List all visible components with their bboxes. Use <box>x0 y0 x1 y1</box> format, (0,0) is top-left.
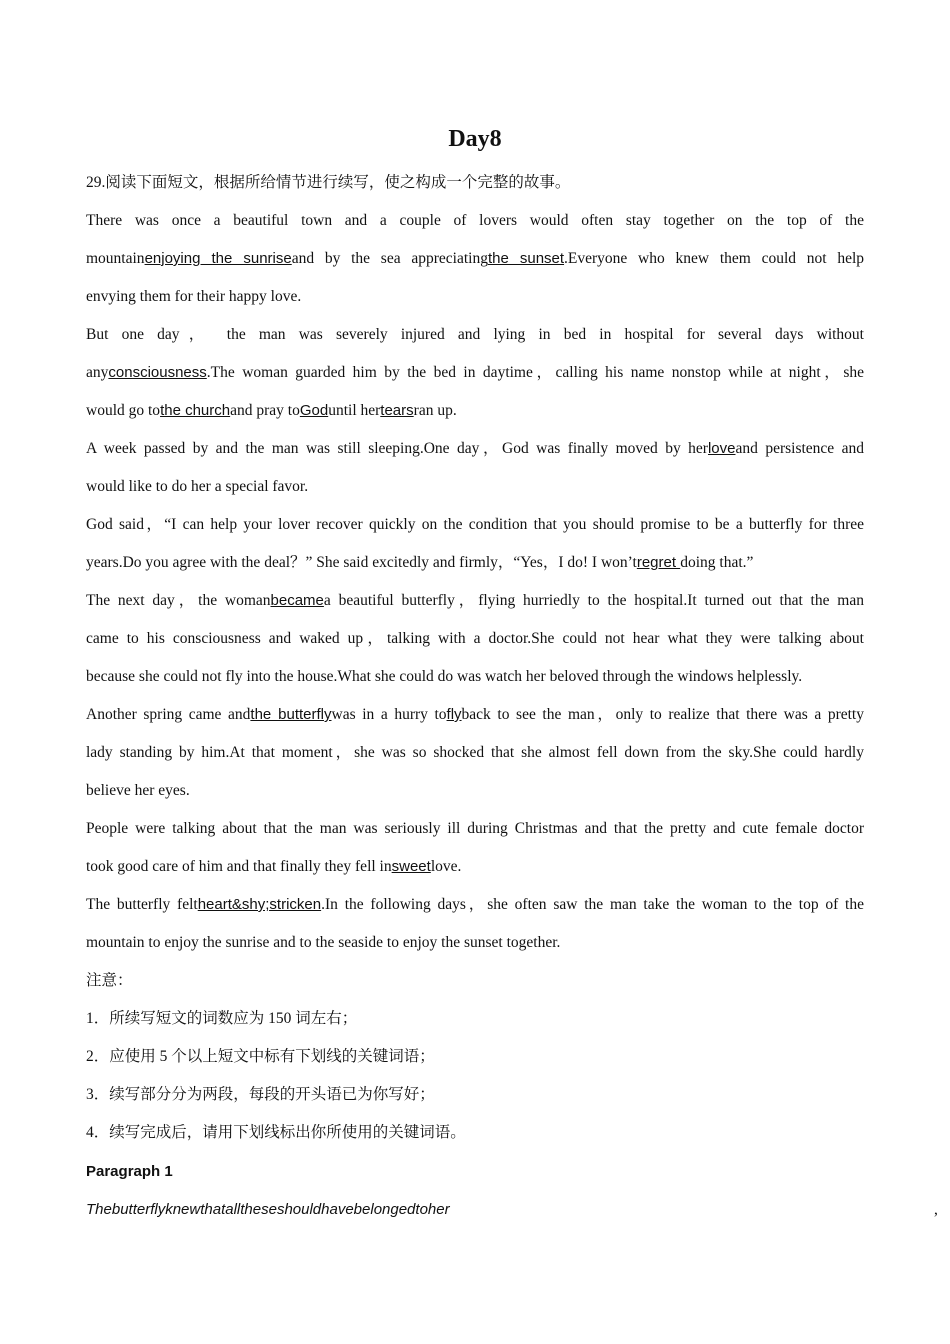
paragraph-heading: Paragraph 1 <box>86 1163 173 1180</box>
keyword-underlined: the church <box>160 402 231 419</box>
story-line: mountainenjoying the sunriseand by the sea appreciatingthe sunset.Everyone who knew them could not help <box>86 250 864 267</box>
paragraph-opening <box>86 1199 938 1221</box>
keyword-underlined: sweet <box>391 858 431 875</box>
story-line: But one day， the man was severely injured and lying in bed in hospital for several days without <box>86 326 864 343</box>
keyword-underlined: heart&shy;stricken <box>197 896 322 913</box>
keyword-underlined: enjoying the sunrise <box>144 250 292 267</box>
story-line: People were talking about that the man was seriously ill during Christmas and that the pretty and cute female doctor <box>86 820 864 837</box>
story-line: anyconsciousness.The woman guarded him by the bed in daytime，calling his name nonstop while at night，she <box>86 364 864 381</box>
story-line: God said，“I can help your lover recover quickly on the condition that you should promise to be a butterfly for three <box>86 516 864 533</box>
story-line: mountain to enjoy the sunrise and to the seaside to enjoy the sunset together. <box>86 934 561 951</box>
note-item: 1．所续写短文的词数应为 150 词左右； <box>86 1010 358 1027</box>
story-line: There was once a beautiful town and a couple of lovers would often stay together on the top of the <box>86 212 864 229</box>
story-line: Another spring came andthe butterflywas in a hurry toflyback to see the man，only to realize that there was a pretty <box>86 706 864 723</box>
story-line: because she could not fly into the house.What she could do was watch her beloved through the windows helplessly. <box>86 668 803 685</box>
story-line: The butterfly feltheart&shy;stricken.In the following days，she often saw the man take the woman to the top of the <box>86 896 864 913</box>
keyword-underlined: consciousness <box>108 364 207 381</box>
story-line: A week passed by and the man was still sleeping.One day，God was finally moved by herloveand persistence and <box>86 440 864 457</box>
page-title: Day8 <box>448 126 502 152</box>
note-item: 2．应使用 5 个以上短文中标有下划线的关键词语； <box>86 1048 435 1065</box>
keyword-underlined: became <box>270 592 324 609</box>
opening-sentence: Thebutterflyknewthatalltheseshouldhavebelongedtoher <box>86 1201 450 1218</box>
keyword-underlined: the sunset <box>487 250 565 267</box>
keyword-underlined: regret <box>636 554 681 571</box>
story-line: took good care of him and that finally they fell insweetlove. <box>86 858 462 875</box>
story-line: envying them for their happy love. <box>86 288 302 305</box>
note-item: 4．续写完成后，请用下划线标出你所使用的关键词语。 <box>86 1124 466 1141</box>
story-line: would like to do her a special favor. <box>86 478 309 495</box>
keyword-underlined: the butterfly <box>250 706 332 723</box>
story-line: years.Do you agree with the deal？” She said excitedly and firmly，“Yes，I do! I won’tregret doing that.” <box>86 554 754 571</box>
keyword-underlined: tears <box>380 402 414 419</box>
story-line: came to his consciousness and waked up，talking with a doctor.She could not hear what they were talking about <box>86 630 864 647</box>
keyword-underlined: love <box>707 440 736 457</box>
note-item: 3．续写部分分为两段，每段的开头语已为你写好； <box>86 1086 435 1103</box>
keyword-underlined: God <box>299 402 329 419</box>
notes-label: 注意： <box>86 972 133 989</box>
story-line: The next day，the womanbecamea beautiful butterfly，flying hurriedly to the hospital.It turned out that the man <box>86 592 864 609</box>
instruction: 29.阅读下面短文，根据所给情节进行续写，使之构成一个完整的故事。 <box>86 174 571 191</box>
story-line: believe her eyes. <box>86 782 190 799</box>
opening-comma: , <box>934 1201 938 1218</box>
story-line: lady standing by him.At that moment，she was so shocked that she almost fell down from the sky.She could hardly <box>86 744 864 761</box>
story-line: would go tothe churchand pray toGoduntil hertearsran up. <box>86 402 457 419</box>
keyword-underlined: fly <box>446 706 462 723</box>
